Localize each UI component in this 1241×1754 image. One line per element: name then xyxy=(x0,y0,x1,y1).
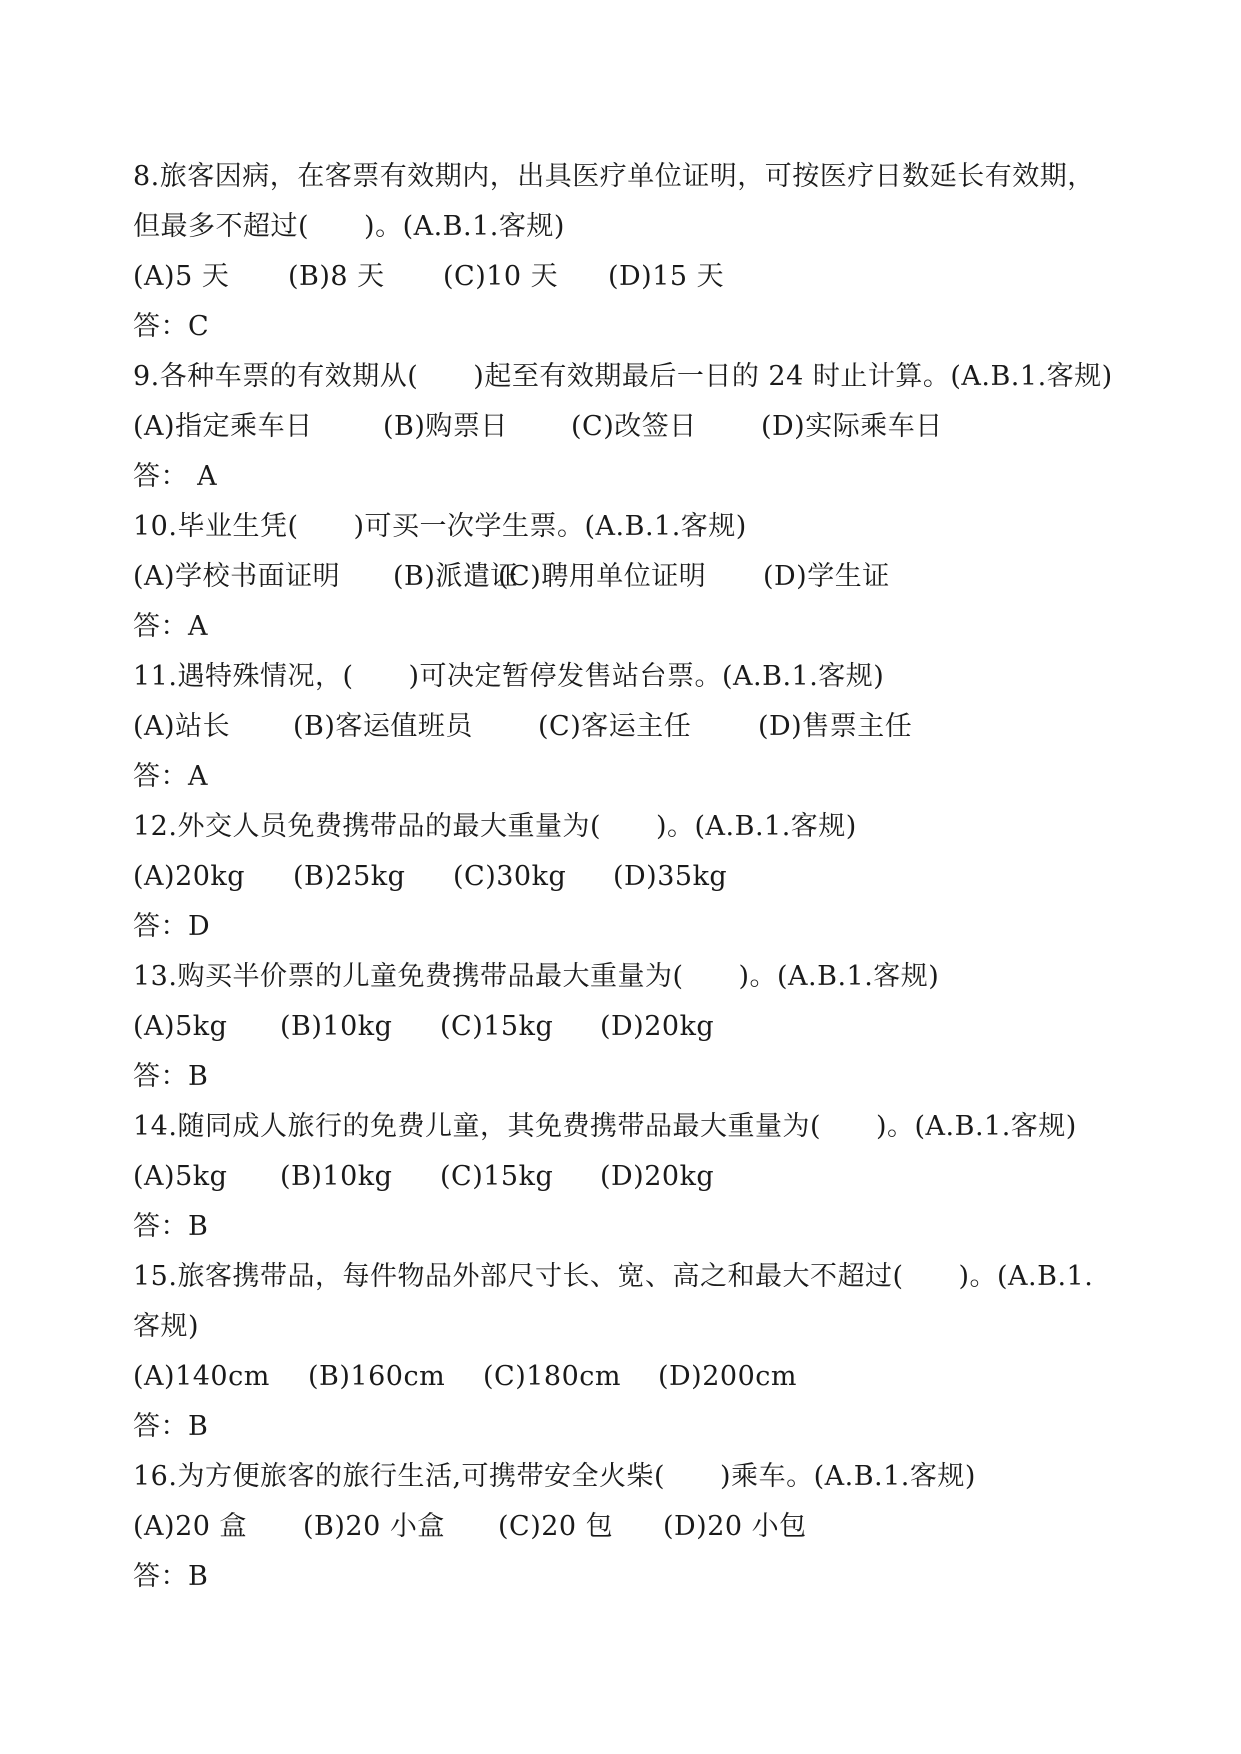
option-b: (B)25kg xyxy=(293,861,406,892)
question-text: 11.遇特殊情况，( )可决定暂停发售站台票。(A.B.1.客规) xyxy=(133,661,885,692)
option-b: (B)10kg xyxy=(280,1161,393,1192)
option-a: (A)5 天 xyxy=(133,261,230,292)
question-text: 8.旅客因病，在客票有效期内，出具医疗单位证明，可按医疗日数延长有效期， xyxy=(133,161,1095,192)
options-row xyxy=(133,552,1133,602)
option-c: (C)聘用单位证明 xyxy=(498,561,707,592)
exam-page xyxy=(133,152,1133,1602)
option-d: (D)实际乘车日 xyxy=(761,411,943,442)
answer-text: 答：B xyxy=(133,1561,209,1592)
question-12 xyxy=(133,802,1133,952)
question-16 xyxy=(133,1452,1133,1602)
question-text: 12.外交人员免费携带品的最大重量为( )。(A.B.1.客规) xyxy=(133,811,857,842)
question-text: 16.为方便旅客的旅行生活,可携带安全火柴( )乘车。(A.B.1.客规) xyxy=(133,1461,976,1492)
question-10 xyxy=(133,502,1133,652)
options-row xyxy=(133,702,1133,752)
answer-text: 答：D xyxy=(133,911,211,942)
question-text: 15.旅客携带品，每件物品外部尺寸长、宽、高之和最大不超过( )。(A.B.1. xyxy=(133,1261,1094,1292)
answer-text: 答： A xyxy=(133,461,218,492)
option-c: (C)180cm xyxy=(483,1361,621,1392)
options-row xyxy=(133,1152,1133,1202)
option-b: (B)8 天 xyxy=(288,261,385,292)
answer-text: 答：A xyxy=(133,761,208,792)
options-row xyxy=(133,1502,1133,1552)
option-a: (A)站长 xyxy=(133,711,231,742)
option-d: (D)15 天 xyxy=(608,261,725,292)
option-d: (D)20 小包 xyxy=(663,1511,807,1542)
question-text: 13.购买半价票的儿童免费携带品最大重量为( )。(A.B.1.客规) xyxy=(133,961,940,992)
option-b: (B)购票日 xyxy=(383,411,508,442)
option-d: (D)200cm xyxy=(658,1361,797,1392)
option-b: (B)160cm xyxy=(308,1361,446,1392)
question-text: 14.随同成人旅行的免费儿童，其免费携带品最大重量为( )。(A.B.1.客规) xyxy=(133,1111,1077,1142)
option-c: (C)改签日 xyxy=(571,411,697,442)
question-text: 10.毕业生凭( )可买一次学生票。(A.B.1.客规) xyxy=(133,511,747,542)
question-text: 9.各种车票的有效期从( )起至有效期最后一日的 24 时止计算。(A.B.1.客规) xyxy=(133,361,1113,392)
option-c: (C)15kg xyxy=(440,1011,554,1042)
question-9 xyxy=(133,352,1133,502)
option-b: (B)20 小盒 xyxy=(303,1511,445,1542)
options-row xyxy=(133,1002,1133,1052)
question-8 xyxy=(133,152,1133,352)
option-d: (D)20kg xyxy=(600,1011,715,1042)
option-d: (D)35kg xyxy=(613,861,728,892)
answer-text: 答：A xyxy=(133,611,208,642)
question-11 xyxy=(133,652,1133,802)
option-d: (D)售票主任 xyxy=(758,711,913,742)
option-c: (C)15kg xyxy=(440,1161,554,1192)
options-row xyxy=(133,402,1133,452)
answer-text: 答：B xyxy=(133,1211,209,1242)
option-a: (A)20 盒 xyxy=(133,1511,248,1542)
answer-text: 答：B xyxy=(133,1061,209,1092)
option-a: (A)学校书面证明 xyxy=(133,561,341,592)
options-row xyxy=(133,1352,1133,1402)
option-a: (A)5kg xyxy=(133,1161,228,1192)
option-c: (C)20 包 xyxy=(498,1511,614,1542)
option-a: (A)5kg xyxy=(133,1011,228,1042)
options-row xyxy=(133,852,1133,902)
option-b: (B)派遣证 xyxy=(393,561,518,592)
question-15 xyxy=(133,1252,1133,1452)
option-b: (B)客运值班员 xyxy=(293,711,473,742)
answer-text: 答：B xyxy=(133,1411,209,1442)
options-row xyxy=(133,252,1133,302)
option-c: (C)客运主任 xyxy=(538,711,692,742)
option-a: (A)20kg xyxy=(133,861,246,892)
question-14 xyxy=(133,1102,1133,1252)
answer-text: 答：C xyxy=(133,311,210,342)
option-d: (D)学生证 xyxy=(763,561,890,592)
option-d: (D)20kg xyxy=(600,1161,715,1192)
option-b: (B)10kg xyxy=(280,1011,393,1042)
question-text: 客规) xyxy=(133,1311,200,1342)
option-c: (C)30kg xyxy=(453,861,567,892)
option-c: (C)10 天 xyxy=(443,261,559,292)
question-text: 但最多不超过( )。(A.B.1.客规) xyxy=(133,211,565,242)
option-a: (A)140cm xyxy=(133,1361,270,1392)
option-a: (A)指定乘车日 xyxy=(133,411,313,442)
question-13 xyxy=(133,952,1133,1102)
